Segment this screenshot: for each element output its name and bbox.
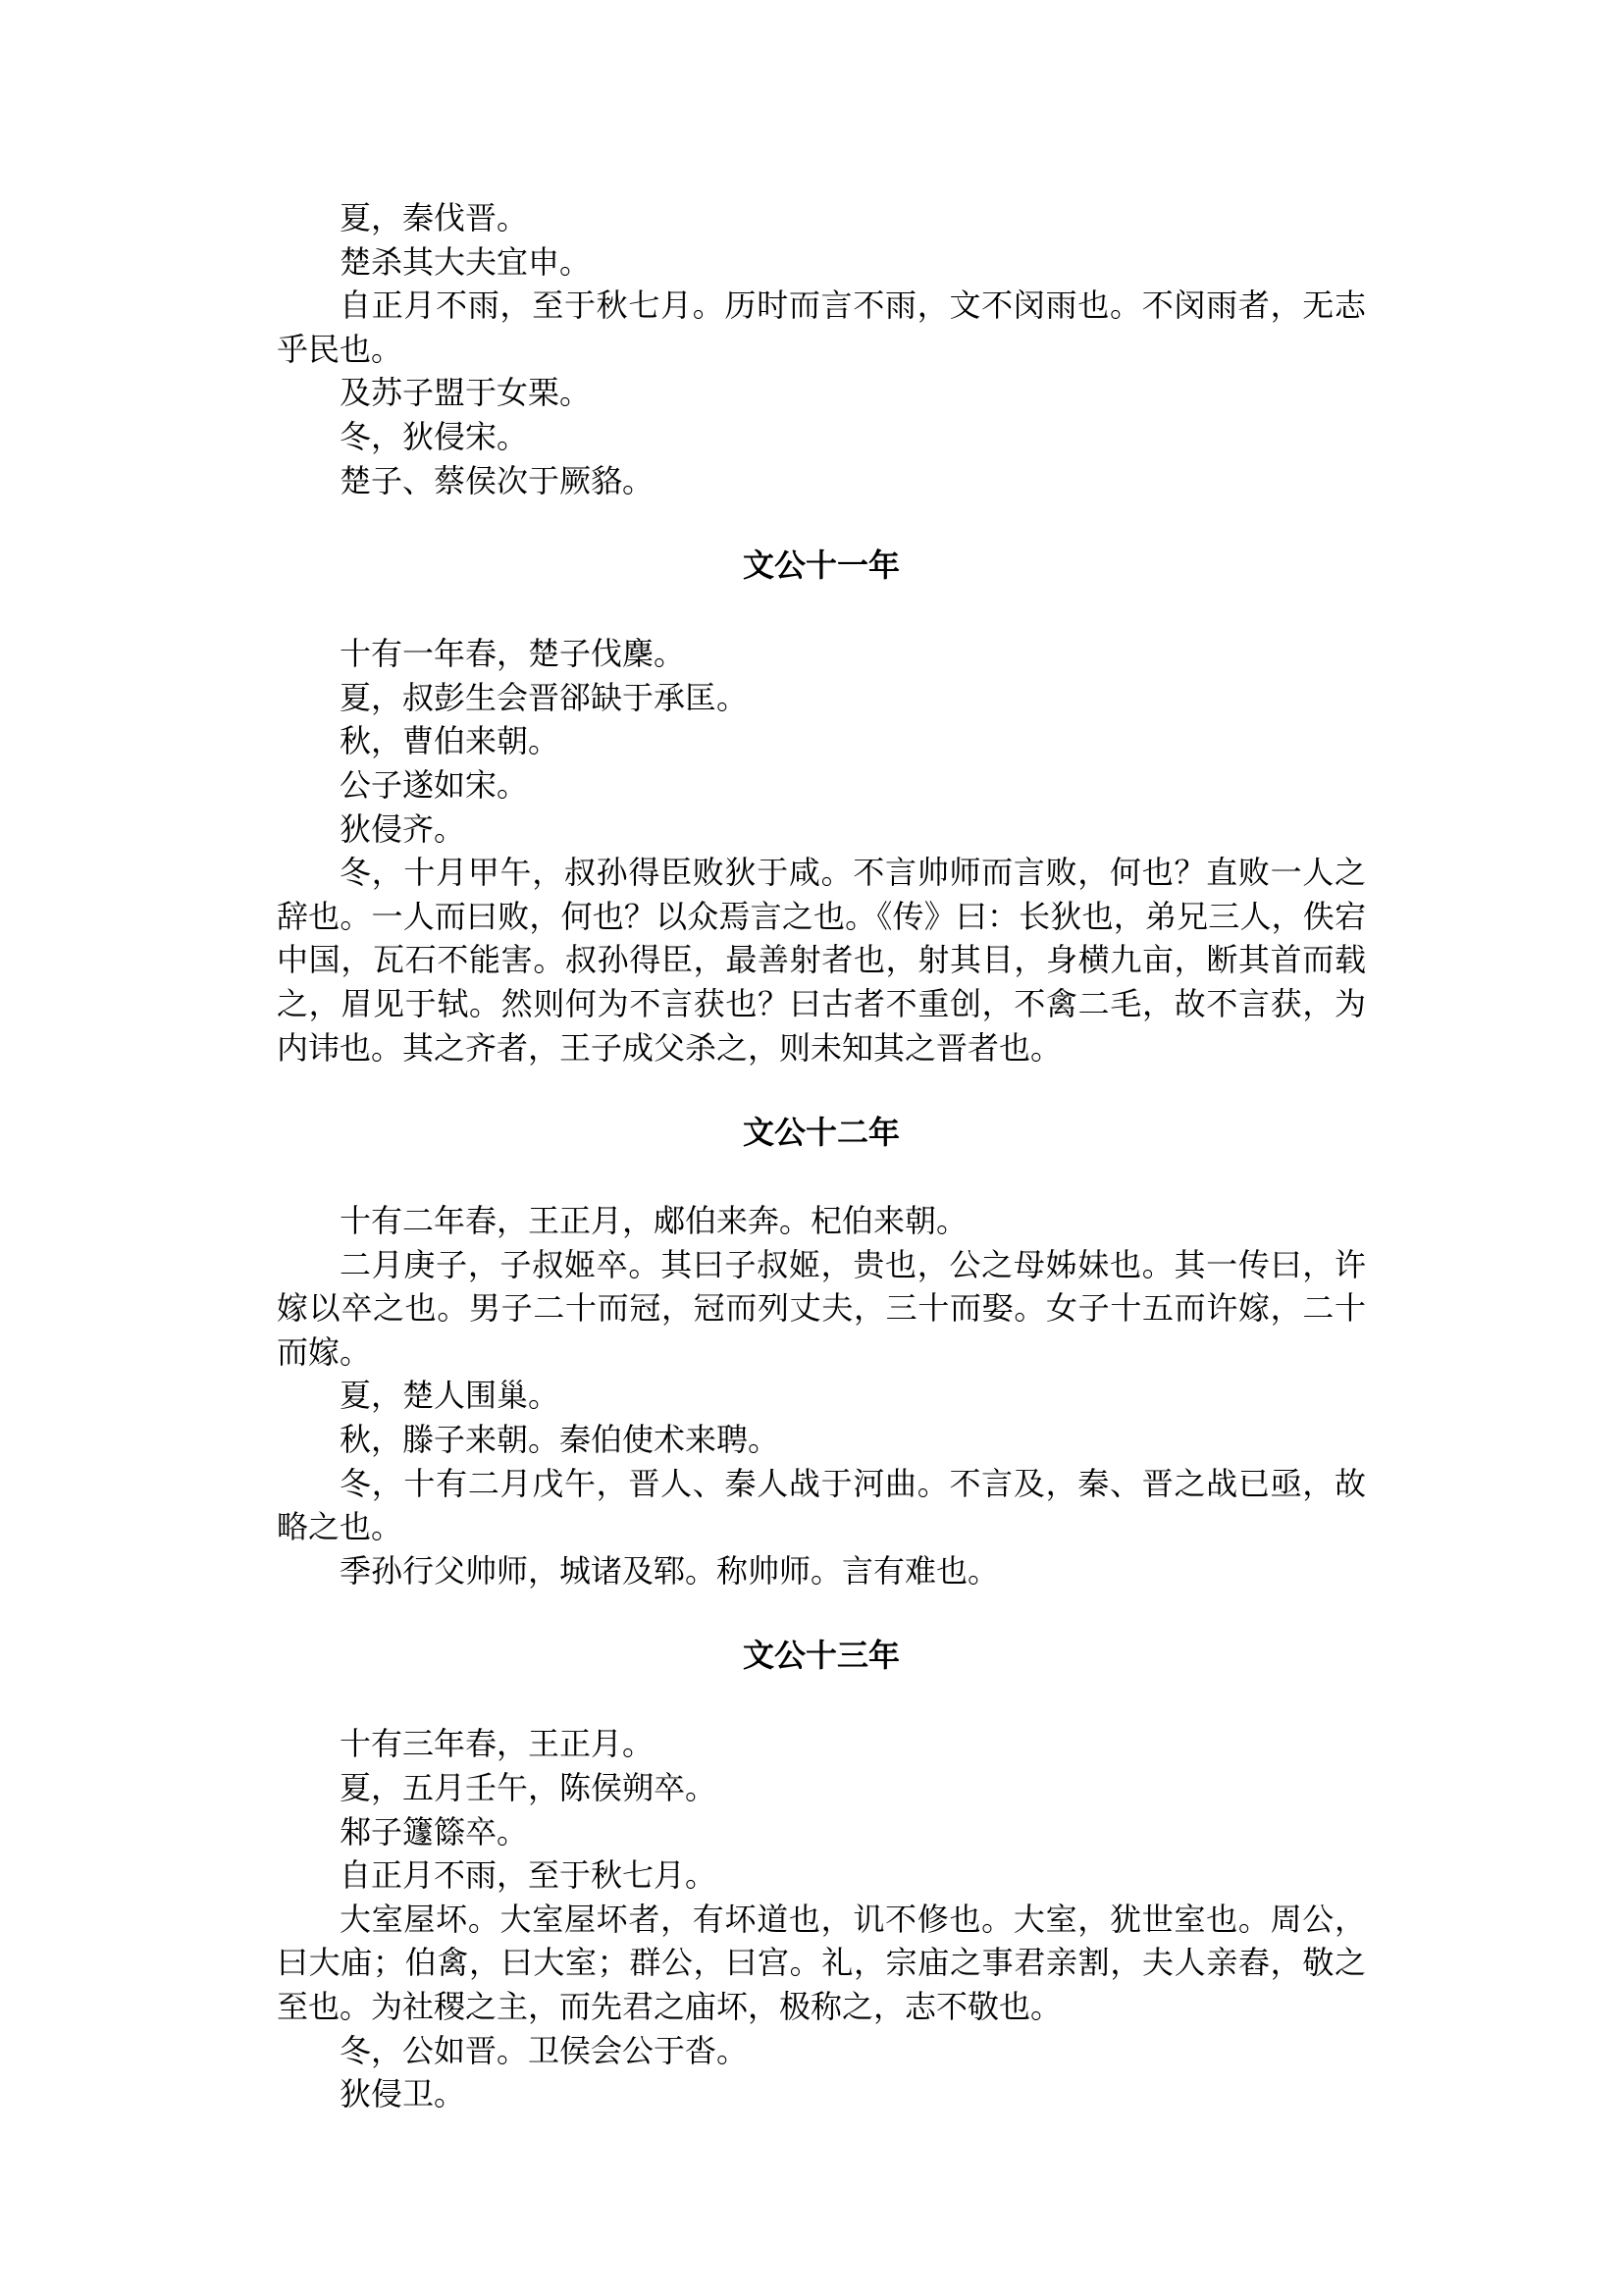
paragraph: 公子遂如宋。	[340, 765, 529, 804]
preface-block	[277, 196, 1366, 502]
paragraph: 自正月不雨，至于秋七月。历时而言不雨，文不闵雨也。不闵雨者，无志乎民也。	[277, 287, 1366, 368]
paragraph: 夏，叔彭生会晋郤缺于承匡。	[340, 678, 749, 716]
paragraph: 楚子、蔡侯次于厥貉。	[340, 461, 655, 499]
paragraph: 二月庚子，子叔姬卒。其曰子叔姬，贵也，公之母姊妹也。其一传曰，许嫁以卒之也。男子二十而冠，冠而列丈夫，三十而娶。女子十五而许嫁，二十而嫁。	[277, 1245, 1366, 1371]
paragraph: 狄侵卫。	[340, 2075, 466, 2113]
paragraph: 冬，十月甲午，叔孙得臣败狄于咸。不言帅师而言败，何也？直败一人之辞也。一人而曰败，何也？以众焉言之也。《传》曰：长狄也，弟兄三人，佚宕中国，瓦石不能害。叔孙得臣，最善射者也，射其目，身横九亩，断其首而载之，眉见于轼。然则何为不言获也？曰古者不重创，不禽二毛，故不言获，为内讳也。其之齐者，王子成父杀之，则未知其之晋者也。	[277, 854, 1366, 1067]
paragraph: 自正月不雨，至于秋七月。	[340, 1856, 717, 1895]
section-year-11	[277, 544, 1366, 1069]
paragraph: 邾子籧篨卒。	[340, 1812, 529, 1851]
section-year-12	[277, 1111, 1366, 1592]
paragraph: 楚杀其大夫宜申。	[340, 242, 592, 281]
paragraph: 冬，公如晋。卫侯会公于沓。	[340, 2031, 749, 2069]
paragraph: 十有三年春，王正月。	[340, 1725, 655, 1763]
paragraph: 夏，五月壬午，陈侯朔卒。	[340, 1769, 717, 1807]
paragraph: 秋，滕子来朝。秦伯使术来聘。	[340, 1421, 780, 1459]
paragraph: 夏，楚人围巢。	[340, 1377, 560, 1415]
section-year-13	[277, 1634, 1366, 2115]
document-page	[277, 196, 1366, 2116]
paragraph: 十有二年春，王正月，郕伯来奔。杞伯来朝。	[340, 1202, 969, 1240]
paragraph: 狄侵齐。	[340, 809, 466, 848]
paragraph: 秋，曹伯来朝。	[340, 722, 560, 760]
paragraph: 冬，狄侵宋。	[340, 417, 529, 455]
paragraph: 大室屋坏。大室屋坏者，有坏道也，讥不修也。大室，犹世室也。周公，曰大庙；伯禽，曰大室；群公，曰宫。礼，宗庙之事君亲割，夫人亲舂，敬之至也。为社稷之主，而先君之庙坏，极称之，志不敬也。	[277, 1900, 1366, 2025]
section-heading: 文公十三年	[742, 1637, 900, 1675]
paragraph: 季孙行父帅师，城诸及郓。称帅师。言有难也。	[340, 1551, 1000, 1590]
section-heading: 文公十二年	[742, 1114, 900, 1152]
paragraph: 十有一年春，楚子伐麇。	[340, 635, 686, 673]
paragraph: 及苏子盟于女栗。	[340, 374, 592, 412]
paragraph: 夏，秦伐晋。	[340, 199, 529, 236]
section-heading: 文公十一年	[742, 547, 900, 585]
paragraph: 冬，十有二月戊午，晋人、秦人战于河曲。不言及，秦、晋之战已亟，故略之也。	[277, 1464, 1366, 1546]
